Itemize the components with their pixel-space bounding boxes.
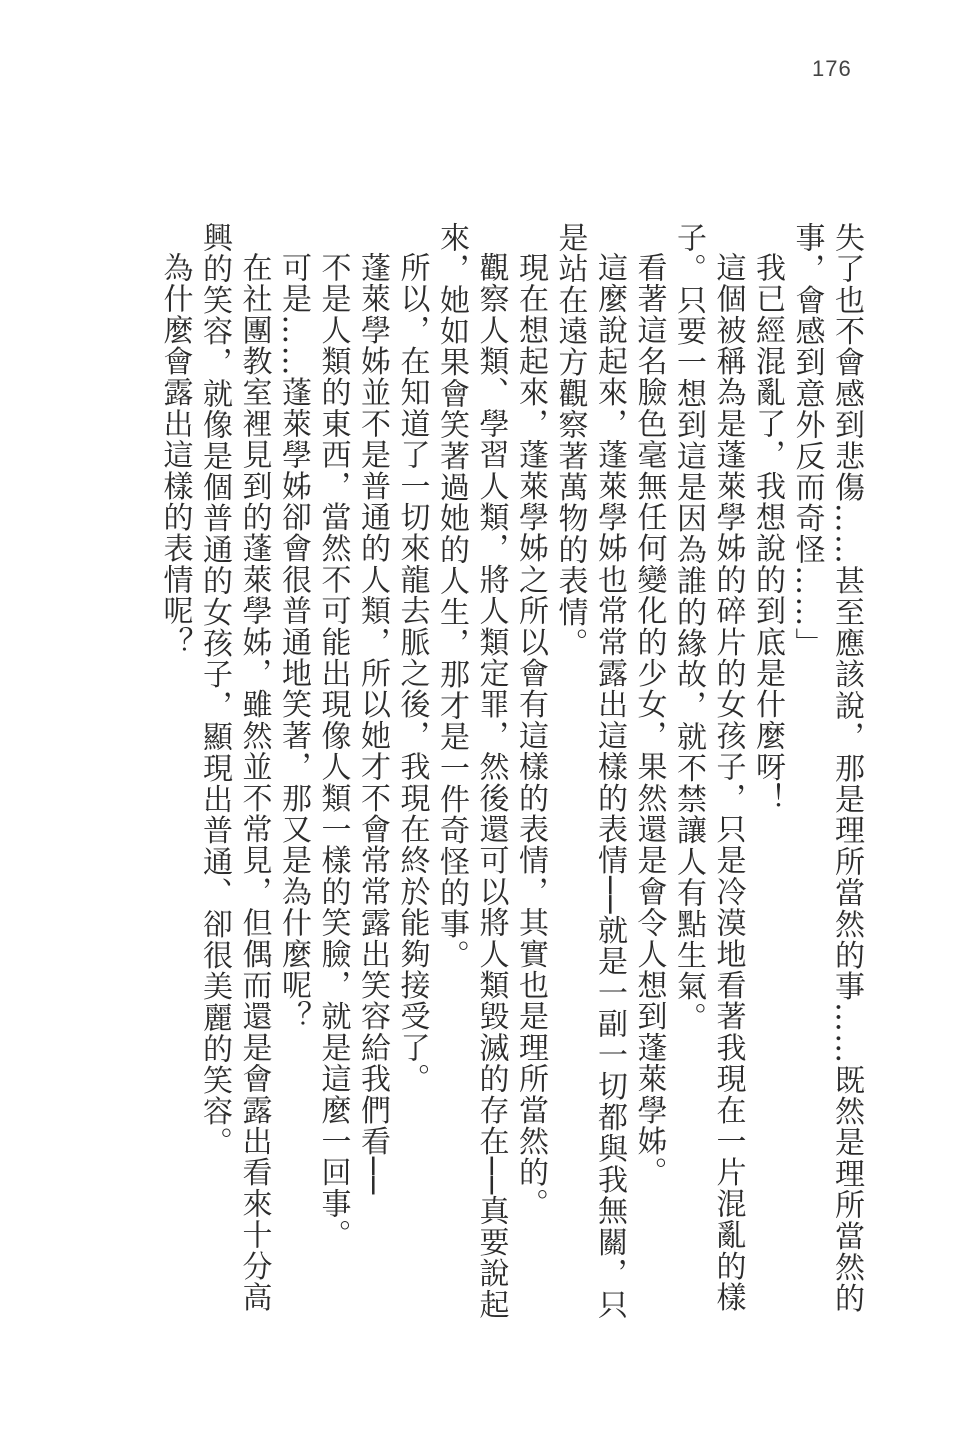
paragraph: 看著這名臉色毫無任何變化的少女，果然還是會令人想到蓬萊學姊。 xyxy=(631,252,667,1188)
paragraph: 觀察人類、學習人類，將人類定罪，然後還可以將人類毀滅的存在──真要說起來，她如果會笑著過她的人生，那才是一件奇怪的事。 xyxy=(434,222,509,1321)
paragraph: 可是……蓬萊學姊卻會很普通地笑著，那又是為什麼呢？ xyxy=(276,252,311,1032)
paragraph: 我已經混亂了，我想說的到底是什麼呀！ xyxy=(750,252,785,814)
page-number: 176 xyxy=(812,56,852,81)
paragraph: 這個被稱為是蓬萊學姊的碎片的女孩子，只是冷漠地看著我現在一片混亂的樣子。只要一想到這是因為誰的緣故，就不禁讓人有點生氣。 xyxy=(671,222,746,1313)
vertical-text-body xyxy=(146,222,866,1322)
paragraph: 這麼說起來，蓬萊學姊也常常露出這樣的表情──就是一副一切都與我無關，只是站在遠方觀察著萬物的表情。 xyxy=(552,222,627,1321)
paragraph: 為什麼會露出這樣的表情呢？ xyxy=(157,252,193,658)
paragraph: 不是人類的東西，當然不可能出現像人類一樣的笑臉，就是這麼一回事。 xyxy=(315,252,351,1251)
paragraph: 所以，在知道了一切來龍去脈之後，我現在終於能夠接受了。 xyxy=(394,252,430,1095)
paragraph: 蓬萊學姊並不是普通的人類，所以她才不會常常露出笑容給我們看── xyxy=(355,252,390,1196)
paragraph: 現在想起來，蓬萊學姊之所以會有這樣的表情，其實也是理所當然的。 xyxy=(513,252,548,1220)
paragraph: 在社團教室裡見到的蓬萊學姊，雖然並不常見，但偶而還是會露出看來十分高興的笑容，就像是個普通的女孩子，顯現出普通、卻很美麗的笑容。 xyxy=(197,222,272,1313)
paragraph: 失了也不會感到悲傷……甚至應該說，那是理所當然的事……既然是理所當然的事，會感到意外反而奇怪……」 xyxy=(789,222,864,1314)
